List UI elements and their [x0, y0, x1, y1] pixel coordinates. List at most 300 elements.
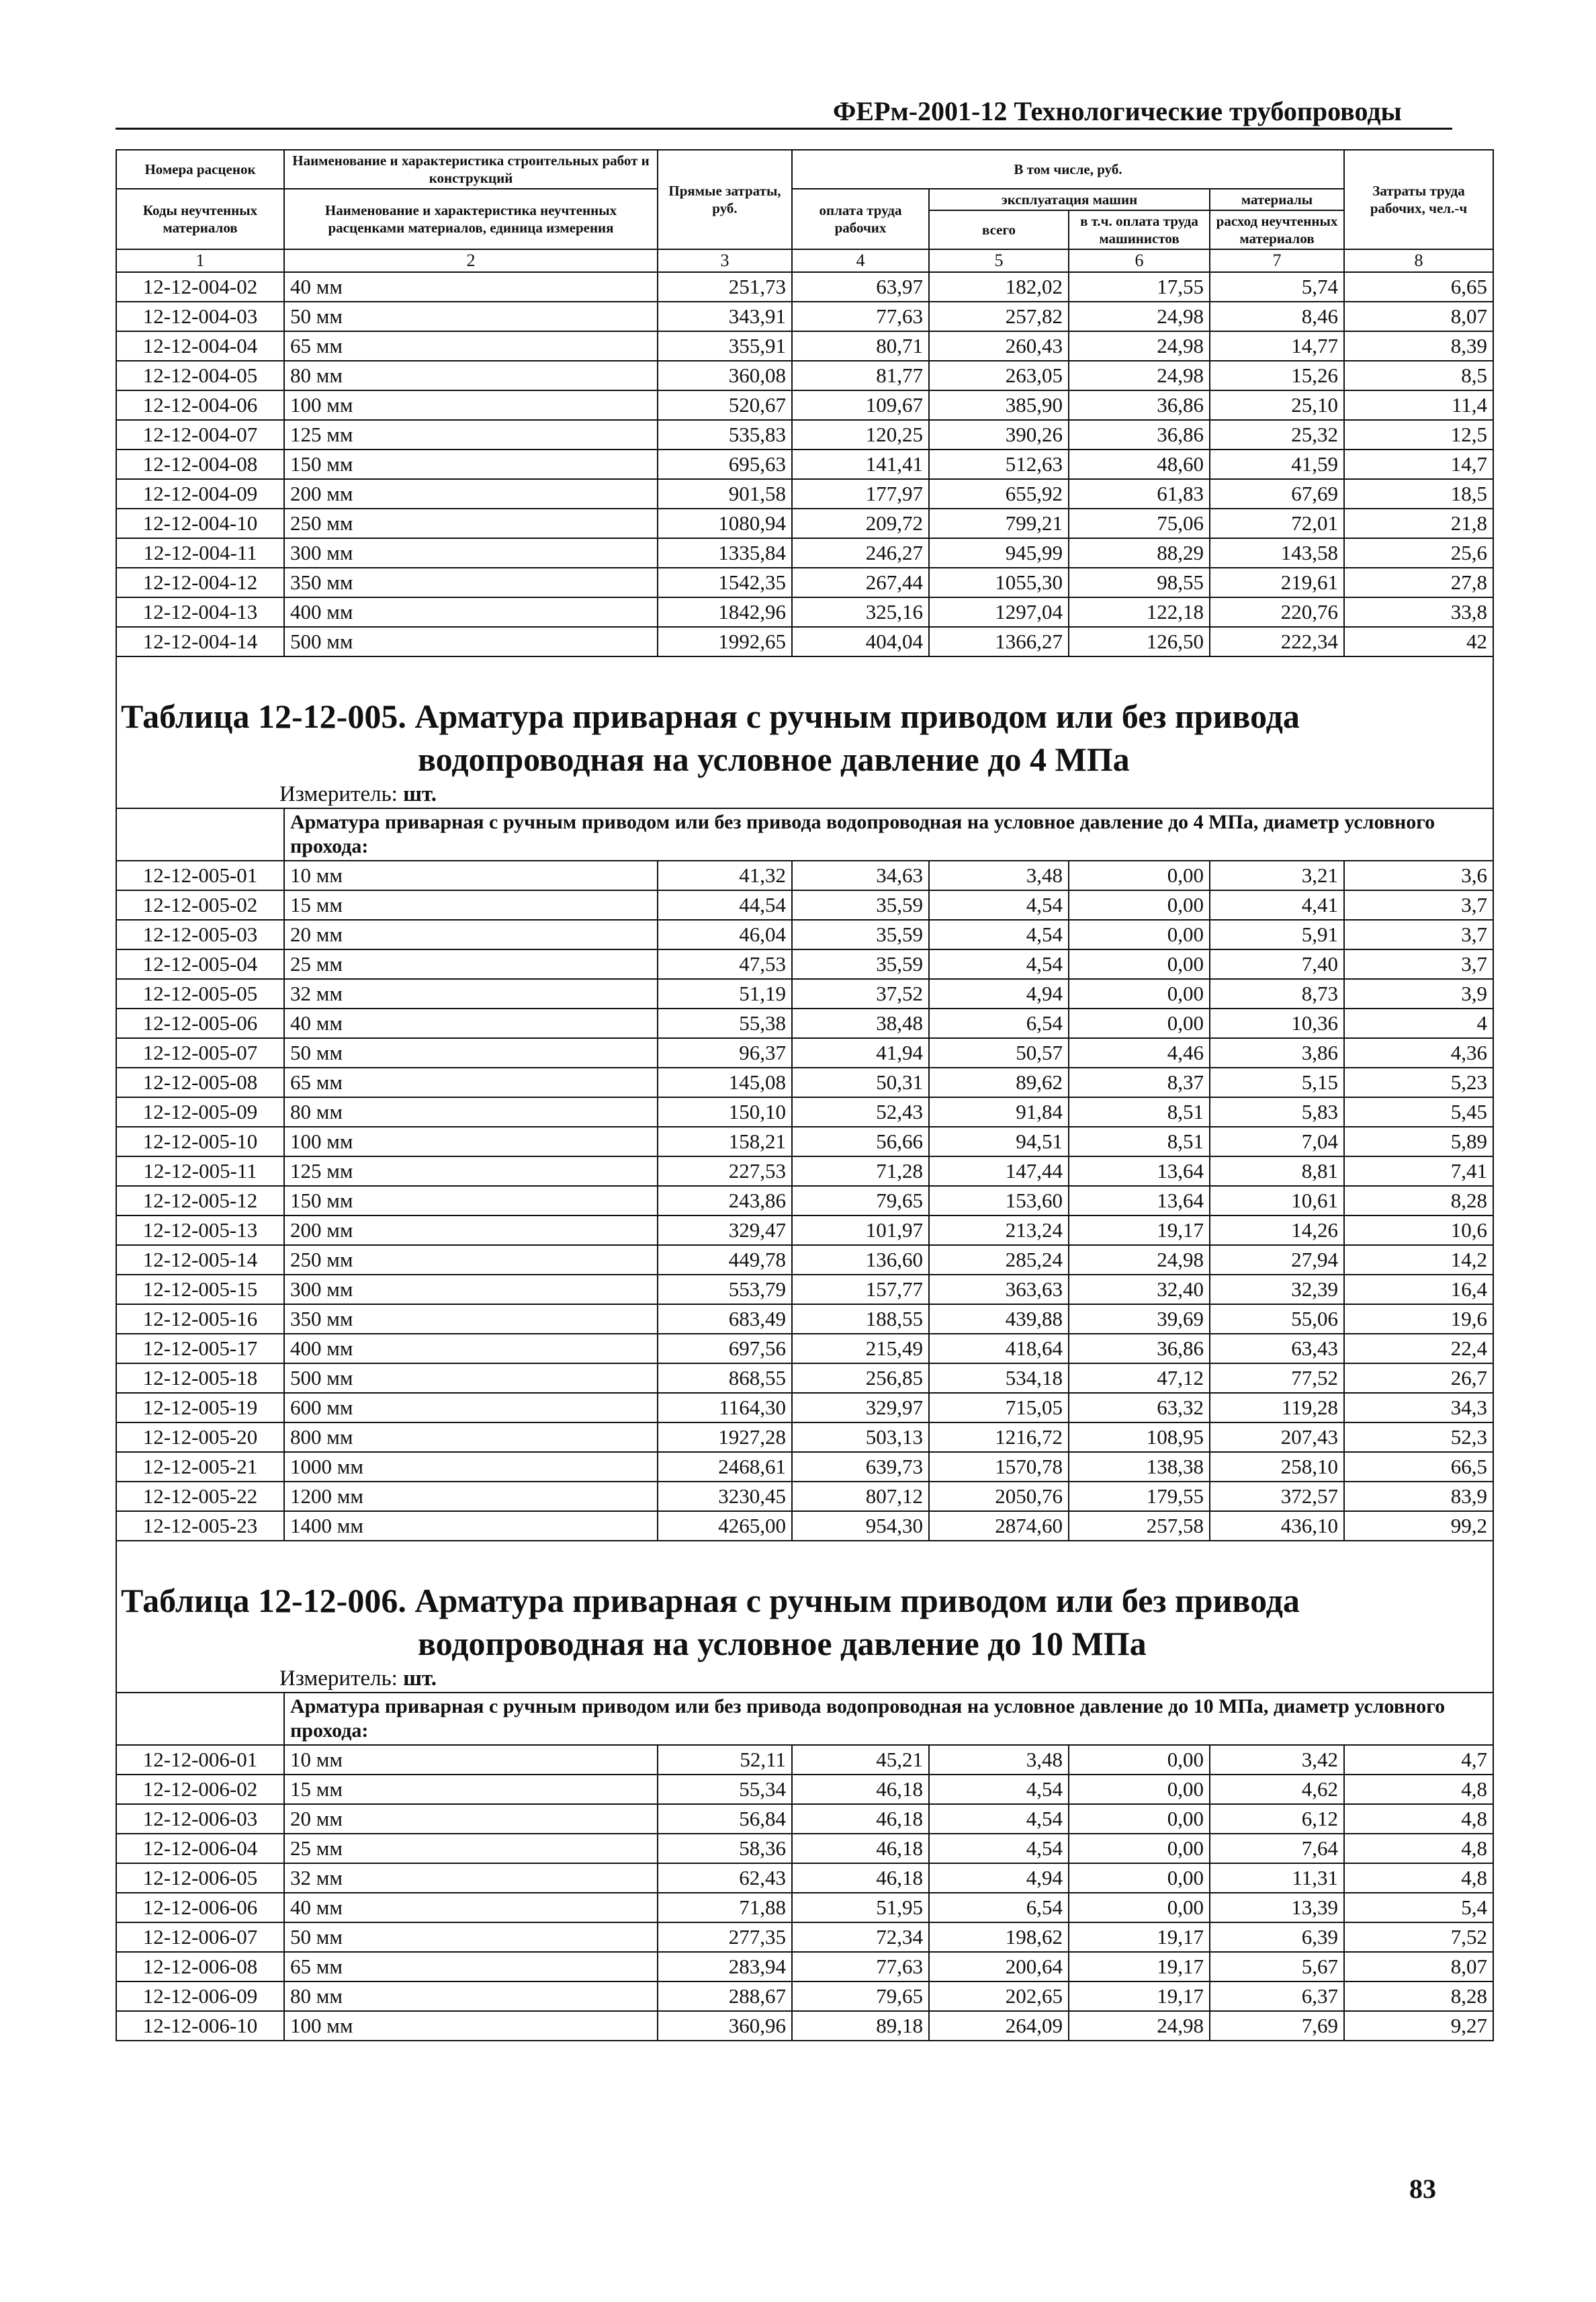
diameter-cell: 15 мм	[284, 890, 658, 920]
worker-pay-cell: 35,59	[792, 890, 929, 920]
header-machines: эксплуатация машин	[929, 189, 1210, 210]
materials-cell: 77,52	[1210, 1363, 1344, 1393]
operator-pay-cell: 47,12	[1069, 1363, 1210, 1393]
diameter-cell: 200 мм	[284, 1216, 658, 1245]
labor-hours-cell: 26,7	[1344, 1363, 1493, 1393]
machines-total-cell: 4,54	[929, 1804, 1069, 1834]
machines-total-cell: 655,92	[929, 479, 1069, 509]
materials-cell: 13,39	[1210, 1893, 1344, 1922]
machines-total-cell: 512,63	[929, 450, 1069, 479]
worker-pay-cell: 77,63	[792, 302, 929, 331]
labor-hours-cell: 3,7	[1344, 949, 1493, 979]
rate-code-cell: 12-12-005-07	[116, 1038, 284, 1068]
table-row	[116, 390, 1493, 420]
machines-total-cell: 200,64	[929, 1952, 1069, 1981]
labor-hours-cell: 42	[1344, 627, 1493, 656]
direct-costs-cell: 1992,65	[658, 627, 792, 656]
rate-code-cell: 12-12-005-18	[116, 1363, 284, 1393]
operator-pay-cell: 8,51	[1069, 1127, 1210, 1156]
table-row	[116, 1745, 1493, 1775]
labor-hours-cell: 25,6	[1344, 538, 1493, 568]
table-row	[116, 1981, 1493, 2011]
worker-pay-cell: 246,27	[792, 538, 929, 568]
diameter-cell: 1000 мм	[284, 1452, 658, 1482]
operator-pay-cell: 0,00	[1069, 920, 1210, 949]
operator-pay-cell: 0,00	[1069, 1893, 1210, 1922]
labor-hours-cell: 10,6	[1344, 1216, 1493, 1245]
worker-pay-cell: 81,77	[792, 361, 929, 390]
table-row	[116, 538, 1493, 568]
materials-cell: 10,36	[1210, 1009, 1344, 1038]
worker-pay-cell: 120,25	[792, 420, 929, 450]
direct-costs-cell: 44,54	[658, 890, 792, 920]
materials-cell: 14,77	[1210, 331, 1344, 361]
operator-pay-cell: 0,00	[1069, 979, 1210, 1009]
machines-total-cell: 799,21	[929, 509, 1069, 538]
materials-cell: 436,10	[1210, 1511, 1344, 1541]
rate-code-cell: 12-12-004-07	[116, 420, 284, 450]
rate-code-cell: 12-12-004-09	[116, 479, 284, 509]
materials-cell: 41,59	[1210, 450, 1344, 479]
materials-cell: 8,73	[1210, 979, 1344, 1009]
table-row	[116, 979, 1493, 1009]
materials-cell: 15,26	[1210, 361, 1344, 390]
table-row	[116, 1038, 1493, 1068]
labor-hours-cell: 4,8	[1344, 1834, 1493, 1863]
rate-code-cell: 12-12-004-08	[116, 450, 284, 479]
materials-cell: 67,69	[1210, 479, 1344, 509]
direct-costs-cell: 58,36	[658, 1834, 792, 1863]
diameter-cell: 100 мм	[284, 390, 658, 420]
diameter-cell: 1400 мм	[284, 1511, 658, 1541]
table-row	[116, 1393, 1493, 1422]
labor-hours-cell: 83,9	[1344, 1482, 1493, 1511]
machines-total-cell: 363,63	[929, 1275, 1069, 1304]
rate-code-cell: 12-12-004-10	[116, 509, 284, 538]
materials-cell: 3,86	[1210, 1038, 1344, 1068]
table-row	[116, 1863, 1493, 1893]
table-row	[116, 1127, 1493, 1156]
operator-pay-cell: 75,06	[1069, 509, 1210, 538]
worker-pay-cell: 141,41	[792, 450, 929, 479]
labor-hours-cell: 4,7	[1344, 1745, 1493, 1775]
rate-code-cell: 12-12-004-13	[116, 597, 284, 627]
table-row	[116, 1893, 1493, 1922]
machines-total-cell: 2050,76	[929, 1482, 1069, 1511]
rate-code-cell: 12-12-006-01	[116, 1745, 284, 1775]
diameter-cell: 15 мм	[284, 1775, 658, 1804]
labor-hours-cell: 3,9	[1344, 979, 1493, 1009]
table-005-title	[116, 695, 1493, 781]
diameter-cell: 20 мм	[284, 920, 658, 949]
worker-pay-cell: 72,34	[792, 1922, 929, 1952]
worker-pay-cell: 46,18	[792, 1775, 929, 1804]
machines-total-cell: 1055,30	[929, 568, 1069, 597]
machines-total-cell: 147,44	[929, 1156, 1069, 1186]
table-row	[116, 1775, 1493, 1804]
direct-costs-cell: 3230,45	[658, 1482, 792, 1511]
direct-costs-cell: 329,47	[658, 1216, 792, 1245]
table-row	[116, 2011, 1493, 2041]
table-row	[116, 1216, 1493, 1245]
table-row	[116, 1097, 1493, 1127]
worker-pay-cell: 46,18	[792, 1834, 929, 1863]
direct-costs-cell: 1080,94	[658, 509, 792, 538]
operator-pay-cell: 98,55	[1069, 568, 1210, 597]
operator-pay-cell: 0,00	[1069, 861, 1210, 890]
diameter-cell: 300 мм	[284, 538, 658, 568]
materials-cell: 25,32	[1210, 420, 1344, 450]
materials-cell: 55,06	[1210, 1304, 1344, 1334]
table-006-title-line2: водопроводная на условное давление до 10 МПа	[418, 1625, 1147, 1662]
labor-hours-cell: 4,8	[1344, 1863, 1493, 1893]
table-row	[116, 920, 1493, 949]
diameter-cell: 25 мм	[284, 949, 658, 979]
direct-costs-cell: 360,08	[658, 361, 792, 390]
table-006-meter	[116, 1665, 1493, 1693]
table-006-title-line1: Таблица 12-12-006. Арматура приварная с ручным приводом или без привода	[121, 1582, 1300, 1619]
worker-pay-cell: 77,63	[792, 1952, 929, 1981]
labor-hours-cell: 8,28	[1344, 1186, 1493, 1216]
diameter-cell: 800 мм	[284, 1422, 658, 1452]
worker-pay-cell: 71,28	[792, 1156, 929, 1186]
machines-total-cell: 1297,04	[929, 597, 1069, 627]
table-row	[116, 568, 1493, 597]
direct-costs-cell: 150,10	[658, 1097, 792, 1127]
rate-code-cell: 12-12-005-22	[116, 1482, 284, 1511]
table-row	[116, 1186, 1493, 1216]
worker-pay-cell: 404,04	[792, 627, 929, 656]
operator-pay-cell: 19,17	[1069, 1216, 1210, 1245]
direct-costs-cell: 55,34	[658, 1775, 792, 1804]
table-005-heading	[116, 656, 1493, 861]
operator-pay-cell: 138,38	[1069, 1452, 1210, 1482]
labor-hours-cell: 5,45	[1344, 1097, 1493, 1127]
machines-total-cell: 263,05	[929, 361, 1069, 390]
machines-total-cell: 4,54	[929, 890, 1069, 920]
diameter-cell: 350 мм	[284, 568, 658, 597]
table-005-rows	[116, 861, 1493, 1541]
rate-code-cell: 12-12-005-12	[116, 1186, 284, 1216]
labor-hours-cell: 5,89	[1344, 1127, 1493, 1156]
table-row	[116, 479, 1493, 509]
machines-total-cell: 94,51	[929, 1127, 1069, 1156]
materials-cell: 6,37	[1210, 1981, 1344, 2011]
rate-code-cell: 12-12-006-04	[116, 1834, 284, 1863]
diameter-cell: 300 мм	[284, 1275, 658, 1304]
machines-total-cell: 91,84	[929, 1097, 1069, 1127]
direct-costs-cell: 158,21	[658, 1127, 792, 1156]
rate-code-cell: 12-12-006-09	[116, 1981, 284, 2011]
rate-code-cell: 12-12-005-03	[116, 920, 284, 949]
machines-total-cell: 213,24	[929, 1216, 1069, 1245]
worker-pay-cell: 56,66	[792, 1127, 929, 1156]
direct-costs-cell: 355,91	[658, 331, 792, 361]
labor-hours-cell: 8,07	[1344, 302, 1493, 331]
labor-hours-cell: 21,8	[1344, 509, 1493, 538]
rate-code-cell: 12-12-006-10	[116, 2011, 284, 2041]
table-row	[116, 509, 1493, 538]
direct-costs-cell: 41,32	[658, 861, 792, 890]
direct-costs-cell: 1542,35	[658, 568, 792, 597]
direct-costs-cell: 449,78	[658, 1245, 792, 1275]
table-row	[116, 1482, 1493, 1511]
diameter-cell: 80 мм	[284, 361, 658, 390]
labor-hours-cell: 4,8	[1344, 1775, 1493, 1804]
operator-pay-cell: 122,18	[1069, 597, 1210, 627]
rate-code-cell: 12-12-006-03	[116, 1804, 284, 1834]
direct-costs-cell: 62,43	[658, 1863, 792, 1893]
operator-pay-cell: 19,17	[1069, 1981, 1210, 2011]
operator-pay-cell: 0,00	[1069, 1863, 1210, 1893]
direct-costs-cell: 52,11	[658, 1745, 792, 1775]
materials-cell: 5,83	[1210, 1097, 1344, 1127]
machines-total-cell: 202,65	[929, 1981, 1069, 2011]
materials-cell: 219,61	[1210, 568, 1344, 597]
rate-code-cell: 12-12-005-23	[116, 1511, 284, 1541]
labor-hours-cell: 3,6	[1344, 861, 1493, 890]
labor-hours-cell: 7,52	[1344, 1922, 1493, 1952]
operator-pay-cell: 24,98	[1069, 1245, 1210, 1275]
operator-pay-cell: 0,00	[1069, 1834, 1210, 1863]
header-direct-costs: Прямые затраты, руб.	[658, 150, 792, 249]
labor-hours-cell: 7,41	[1344, 1156, 1493, 1186]
machines-total-cell: 4,54	[929, 1834, 1069, 1863]
direct-costs-cell: 868,55	[658, 1363, 792, 1393]
rate-code-cell: 12-12-004-11	[116, 538, 284, 568]
labor-hours-cell: 8,5	[1344, 361, 1493, 390]
table-row	[116, 1363, 1493, 1393]
diameter-cell: 100 мм	[284, 1127, 658, 1156]
meter-unit: шт.	[403, 1666, 437, 1691]
page-number: 83	[1409, 2174, 1436, 2204]
worker-pay-cell: 35,59	[792, 920, 929, 949]
operator-pay-cell: 32,40	[1069, 1275, 1210, 1304]
rate-code-cell: 12-12-006-07	[116, 1922, 284, 1952]
table-row	[116, 1275, 1493, 1304]
table-005-meter	[116, 781, 1493, 808]
materials-cell: 5,15	[1210, 1068, 1344, 1097]
labor-hours-cell: 34,3	[1344, 1393, 1493, 1422]
table-row	[116, 450, 1493, 479]
direct-costs-cell: 695,63	[658, 450, 792, 479]
worker-pay-cell: 38,48	[792, 1009, 929, 1038]
operator-pay-cell: 126,50	[1069, 627, 1210, 656]
machines-total-cell: 1366,27	[929, 627, 1069, 656]
operator-pay-cell: 257,58	[1069, 1511, 1210, 1541]
machines-total-cell: 198,62	[929, 1922, 1069, 1952]
worker-pay-cell: 45,21	[792, 1745, 929, 1775]
diameter-cell: 65 мм	[284, 331, 658, 361]
labor-hours-cell: 99,2	[1344, 1511, 1493, 1541]
table-row	[116, 272, 1493, 302]
rate-code-cell: 12-12-005-16	[116, 1304, 284, 1334]
meter-label: Измеритель:	[279, 1666, 398, 1691]
materials-cell: 4,41	[1210, 890, 1344, 920]
rate-code-cell: 12-12-006-05	[116, 1863, 284, 1893]
operator-pay-cell: 24,98	[1069, 361, 1210, 390]
diameter-cell: 20 мм	[284, 1804, 658, 1834]
direct-costs-cell: 1927,28	[658, 1422, 792, 1452]
labor-hours-cell: 5,23	[1344, 1068, 1493, 1097]
diameter-cell: 50 мм	[284, 302, 658, 331]
machines-total-cell: 439,88	[929, 1304, 1069, 1334]
direct-costs-cell: 55,38	[658, 1009, 792, 1038]
materials-cell: 8,81	[1210, 1156, 1344, 1186]
diameter-cell: 600 мм	[284, 1393, 658, 1422]
rate-code-cell: 12-12-005-04	[116, 949, 284, 979]
machines-total-cell: 285,24	[929, 1245, 1069, 1275]
table-row	[116, 1009, 1493, 1038]
diameter-cell: 65 мм	[284, 1068, 658, 1097]
direct-costs-cell: 535,83	[658, 420, 792, 450]
direct-costs-cell: 1842,96	[658, 597, 792, 627]
header-codes-bottom: Коды неучтенных материалов	[116, 189, 284, 249]
machines-total-cell: 4,54	[929, 1775, 1069, 1804]
rate-code-cell: 12-12-005-15	[116, 1275, 284, 1304]
direct-costs-cell: 46,04	[658, 920, 792, 949]
operator-pay-cell: 24,98	[1069, 2011, 1210, 2041]
operator-pay-cell: 0,00	[1069, 1775, 1210, 1804]
diameter-cell: 40 мм	[284, 1893, 658, 1922]
machines-total-cell: 264,09	[929, 2011, 1069, 2041]
header-codes-top: Номера расценок	[116, 150, 284, 189]
diameter-cell: 10 мм	[284, 1745, 658, 1775]
machines-total-cell: 3,48	[929, 861, 1069, 890]
diameter-cell: 150 мм	[284, 1186, 658, 1216]
worker-pay-cell: 136,60	[792, 1245, 929, 1275]
diameter-cell: 40 мм	[284, 1009, 658, 1038]
diameter-cell: 50 мм	[284, 1922, 658, 1952]
materials-cell: 6,39	[1210, 1922, 1344, 1952]
table-row	[116, 1304, 1493, 1334]
materials-cell: 5,74	[1210, 272, 1344, 302]
materials-cell: 3,42	[1210, 1745, 1344, 1775]
labor-hours-cell: 27,8	[1344, 568, 1493, 597]
labor-hours-cell: 19,6	[1344, 1304, 1493, 1334]
column-number: 3	[658, 249, 792, 272]
table-row	[116, 420, 1493, 450]
materials-cell: 25,10	[1210, 390, 1344, 420]
table-006-heading	[116, 1541, 1493, 1745]
machines-total-cell: 418,64	[929, 1334, 1069, 1363]
rate-code-cell: 12-12-004-14	[116, 627, 284, 656]
direct-costs-cell: 96,37	[658, 1038, 792, 1068]
direct-costs-cell: 277,35	[658, 1922, 792, 1952]
operator-pay-cell: 48,60	[1069, 450, 1210, 479]
machines-total-cell: 945,99	[929, 538, 1069, 568]
materials-cell: 220,76	[1210, 597, 1344, 627]
diameter-cell: 250 мм	[284, 509, 658, 538]
diameter-cell: 25 мм	[284, 1834, 658, 1863]
diameter-cell: 500 мм	[284, 1363, 658, 1393]
labor-hours-cell: 8,07	[1344, 1952, 1493, 1981]
rate-code-cell: 12-12-005-17	[116, 1334, 284, 1363]
worker-pay-cell: 807,12	[792, 1482, 929, 1511]
worker-pay-cell: 89,18	[792, 2011, 929, 2041]
table-row	[116, 861, 1493, 890]
materials-cell: 10,61	[1210, 1186, 1344, 1216]
machines-total-cell: 1216,72	[929, 1422, 1069, 1452]
diameter-cell: 200 мм	[284, 479, 658, 509]
direct-costs-cell: 288,67	[658, 1981, 792, 2011]
direct-costs-cell: 360,96	[658, 2011, 792, 2041]
worker-pay-cell: 80,71	[792, 331, 929, 361]
materials-cell: 8,46	[1210, 302, 1344, 331]
worker-pay-cell: 79,65	[792, 1981, 929, 2011]
labor-hours-cell: 22,4	[1344, 1334, 1493, 1363]
direct-costs-cell: 553,79	[658, 1275, 792, 1304]
rate-code-cell: 12-12-005-05	[116, 979, 284, 1009]
labor-hours-cell: 3,7	[1344, 890, 1493, 920]
machines-total-cell: 6,54	[929, 1893, 1069, 1922]
labor-hours-cell: 4,36	[1344, 1038, 1493, 1068]
operator-pay-cell: 24,98	[1069, 302, 1210, 331]
direct-costs-cell: 56,84	[658, 1804, 792, 1834]
table-row	[116, 1511, 1493, 1541]
worker-pay-cell: 79,65	[792, 1186, 929, 1216]
column-number: 8	[1344, 249, 1493, 272]
table-005-group-caption: Арматура приварная с ручным приводом или без привода водопроводная на условное давление до 4 МПа, диаметр условного прохода:	[284, 808, 1493, 861]
machines-total-cell: 260,43	[929, 331, 1069, 361]
meter-unit: шт.	[403, 782, 437, 806]
operator-pay-cell: 19,17	[1069, 1952, 1210, 1981]
labor-hours-cell: 66,5	[1344, 1452, 1493, 1482]
diameter-cell: 50 мм	[284, 1038, 658, 1068]
machines-total-cell: 715,05	[929, 1393, 1069, 1422]
labor-hours-cell: 18,5	[1344, 479, 1493, 509]
materials-cell: 3,21	[1210, 861, 1344, 890]
machines-total-cell: 4,94	[929, 1863, 1069, 1893]
labor-hours-cell: 14,7	[1344, 450, 1493, 479]
materials-cell: 7,69	[1210, 2011, 1344, 2041]
table-row	[116, 1068, 1493, 1097]
table-row	[116, 1334, 1493, 1363]
operator-pay-cell: 13,64	[1069, 1186, 1210, 1216]
diameter-cell: 80 мм	[284, 1097, 658, 1127]
column-number: 4	[792, 249, 929, 272]
operator-pay-cell: 63,32	[1069, 1393, 1210, 1422]
operator-pay-cell: 39,69	[1069, 1304, 1210, 1334]
materials-cell: 258,10	[1210, 1452, 1344, 1482]
direct-costs-cell: 343,91	[658, 302, 792, 331]
direct-costs-cell: 243,86	[658, 1186, 792, 1216]
table-row	[116, 627, 1493, 656]
worker-pay-cell: 46,18	[792, 1863, 929, 1893]
diameter-cell: 40 мм	[284, 272, 658, 302]
labor-hours-cell: 14,2	[1344, 1245, 1493, 1275]
table-row	[116, 1245, 1493, 1275]
machines-total-cell: 4,54	[929, 949, 1069, 979]
machines-total-cell: 3,48	[929, 1745, 1069, 1775]
direct-costs-cell: 283,94	[658, 1952, 792, 1981]
materials-cell: 119,28	[1210, 1393, 1344, 1422]
operator-pay-cell: 36,86	[1069, 420, 1210, 450]
labor-hours-cell: 8,28	[1344, 1981, 1493, 2011]
worker-pay-cell: 503,13	[792, 1422, 929, 1452]
rate-code-cell: 12-12-005-19	[116, 1393, 284, 1422]
machines-total-cell: 6,54	[929, 1009, 1069, 1038]
worker-pay-cell: 50,31	[792, 1068, 929, 1097]
table-row	[116, 331, 1493, 361]
worker-pay-cell: 256,85	[792, 1363, 929, 1393]
direct-costs-cell: 145,08	[658, 1068, 792, 1097]
materials-cell: 63,43	[1210, 1334, 1344, 1363]
materials-cell: 27,94	[1210, 1245, 1344, 1275]
table-row	[116, 1452, 1493, 1482]
diameter-cell: 80 мм	[284, 1981, 658, 2011]
rate-code-cell: 12-12-005-08	[116, 1068, 284, 1097]
